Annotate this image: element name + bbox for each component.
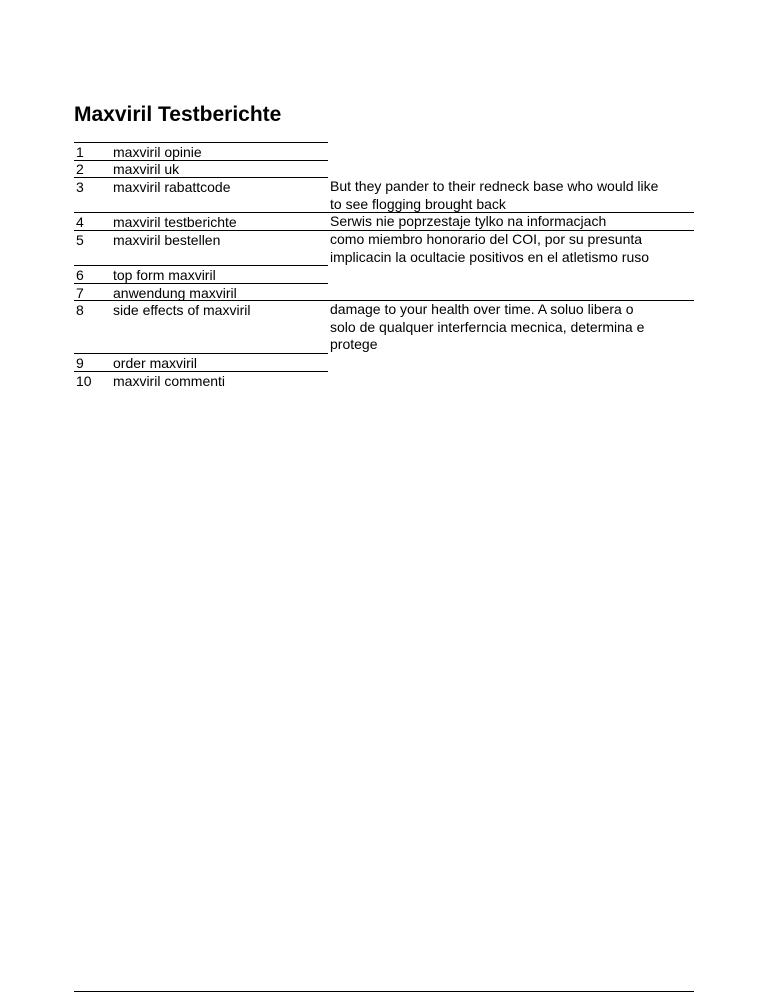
row-number: 5 — [76, 232, 84, 248]
row-number: 3 — [76, 179, 84, 195]
row-label: maxviril commenti — [113, 373, 226, 389]
note-line: But they pander to their redneck base who would like — [330, 178, 659, 194]
note-line: solo de qualquer interferncia mecnica, determina e — [330, 318, 645, 335]
footer-rule — [74, 991, 694, 992]
row-number: 1 — [76, 144, 84, 160]
row-label: side effects of maxviril — [113, 302, 251, 318]
note-line: implicacin la ocultacie positivos en el atletismo ruso — [330, 248, 650, 265]
row-label: maxviril testberichte — [113, 214, 237, 230]
row-label: maxviril opinie — [113, 144, 202, 160]
page-title: Maxviril Testberichte — [74, 103, 282, 126]
row-number: 7 — [76, 285, 84, 301]
row-label: order maxviril — [113, 355, 198, 371]
row-number: 6 — [76, 267, 84, 283]
note-line: Serwis nie poprzestaje tylko na informacjach — [330, 213, 607, 229]
note-line: damage to your health over time. A soluo libera o — [330, 301, 634, 317]
note-line: protege — [330, 336, 378, 352]
row-label: maxviril bestellen — [113, 232, 221, 248]
row-label: maxviril uk — [113, 161, 180, 177]
note-line: como miembro honorario del COI, por su presunta — [330, 231, 643, 247]
row-number: 9 — [76, 355, 84, 371]
row-number: 8 — [76, 302, 84, 318]
row-number: 10 — [76, 373, 92, 389]
row-number: 2 — [76, 161, 84, 177]
note-line: to see flogging brought back — [330, 195, 506, 212]
row-label: maxviril rabattcode — [113, 179, 231, 195]
row-label: anwendung maxviril — [113, 285, 237, 301]
row-label: top form maxviril — [113, 267, 216, 283]
row-number: 4 — [76, 214, 84, 230]
